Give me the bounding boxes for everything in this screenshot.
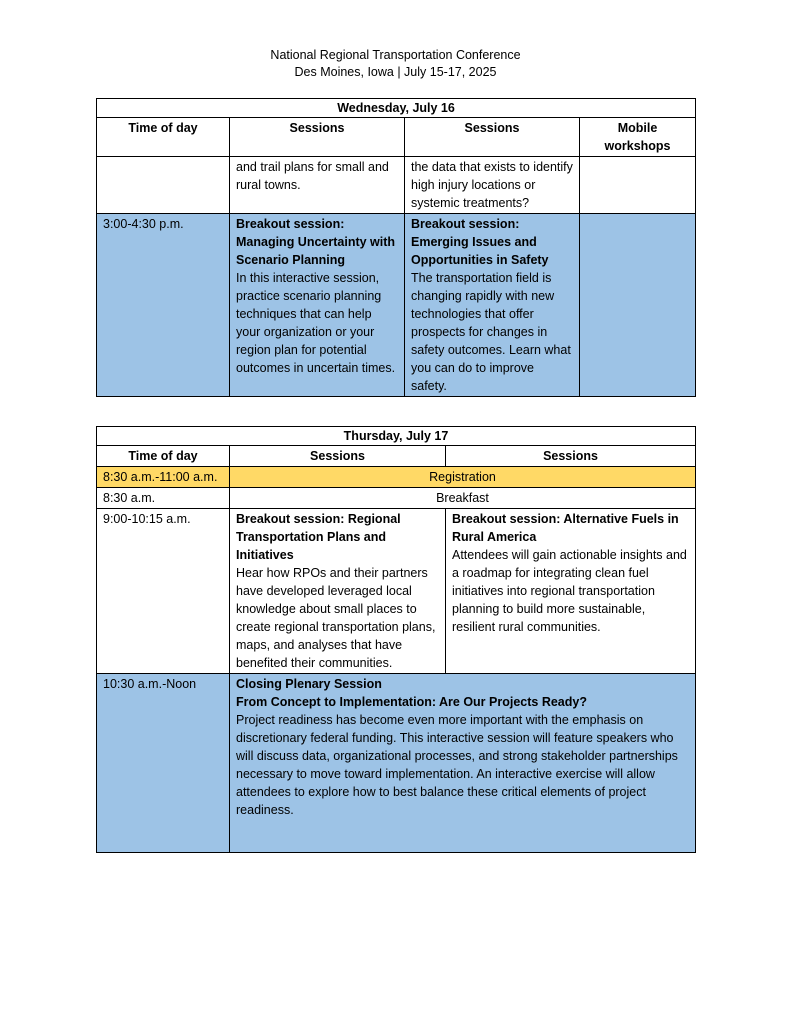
session-description: In this interactive session, practice scenario planning techniques that can help your organization or your region plan for potential outcomes in uncertain times.	[236, 271, 396, 375]
thursday-schedule-table	[96, 426, 696, 853]
column-header-sessions-1: Sessions	[230, 446, 446, 467]
table-row	[97, 509, 696, 674]
table-caption-row	[97, 427, 696, 446]
session-description: The transportation field is changing rapidly with new technologies that offer prospects for changes in safety outcomes. Learn what you can do to improve safety.	[411, 271, 571, 393]
column-header-mobile-workshops: Mobile workshops	[580, 118, 696, 157]
time-cell: 8:30 a.m.-11:00 a.m.	[97, 467, 230, 488]
session-cell: and trail plans for small and rural towns.	[230, 157, 405, 214]
time-cell: 8:30 a.m.	[97, 488, 230, 509]
session-cell	[230, 674, 696, 853]
mobile-cell	[580, 214, 696, 397]
table-header-row	[97, 446, 696, 467]
column-header-sessions-1: Sessions	[230, 118, 405, 157]
thursday-day-title: Thursday, July 17	[97, 427, 696, 446]
mobile-cell	[580, 157, 696, 214]
session-cell	[446, 509, 696, 674]
session-title: Breakout session: Emerging Issues and Opportunities in Safety	[411, 217, 549, 267]
breakfast-row	[97, 488, 696, 509]
session-title: Breakout session: Managing Uncertainty with Scenario Planning	[236, 217, 396, 267]
breakfast-label: Breakfast	[230, 488, 696, 509]
time-cell: 9:00-10:15 a.m.	[97, 509, 230, 674]
document-header	[0, 47, 791, 81]
time-cell: 10:30 a.m.-Noon	[97, 674, 230, 853]
session-cell	[405, 214, 580, 397]
table-caption-row	[97, 99, 696, 118]
column-header-time: Time of day	[97, 446, 230, 467]
wednesday-schedule-table	[96, 98, 696, 397]
table-row	[97, 214, 696, 397]
session-cell: the data that exists to identify high injury locations or systemic treatments?	[405, 157, 580, 214]
session-title: Breakout session: Regional Transportation Plans and Initiatives	[236, 512, 401, 562]
conference-location-date: Des Moines, Iowa | July 15-17, 2025	[294, 65, 497, 79]
table-row	[97, 157, 696, 214]
column-header-sessions-2: Sessions	[405, 118, 580, 157]
time-cell	[97, 157, 230, 214]
column-header-sessions-2: Sessions	[446, 446, 696, 467]
time-cell: 3:00-4:30 p.m.	[97, 214, 230, 397]
conference-title: National Regional Transportation Conference	[270, 48, 521, 62]
session-description: Attendees will gain actionable insights and a roadmap for integrating clean fuel initiatives into regional transportation planning to build more sustainable, resilient rural communities.	[452, 548, 687, 634]
closing-plenary-row	[97, 674, 696, 853]
session-title: Breakout session: Alternative Fuels in Rural America	[452, 512, 679, 544]
table-header-row	[97, 118, 696, 157]
session-title: Closing Plenary Session	[236, 677, 382, 691]
session-description: Project readiness has become even more important with the emphasis on discretionary federal funding. This interactive session will feature speakers who will discuss data, organizational processes, and strong stakeholder partnerships necessary to move toward implementation. An interactive exercise will allow attendees to explore how to best balance these critical elements of project readiness.	[236, 713, 678, 817]
registration-row	[97, 467, 696, 488]
session-cell	[230, 214, 405, 397]
session-subtitle: From Concept to Implementation: Are Our Projects Ready?	[236, 695, 587, 709]
registration-label: Registration	[230, 467, 696, 488]
wednesday-day-title: Wednesday, July 16	[97, 99, 696, 118]
column-header-time: Time of day	[97, 118, 230, 157]
session-cell	[230, 509, 446, 674]
session-description: Hear how RPOs and their partners have developed leveraged local knowledge about small places to create regional transportation plans, maps, and analyses that have benefited their communities.	[236, 566, 436, 670]
